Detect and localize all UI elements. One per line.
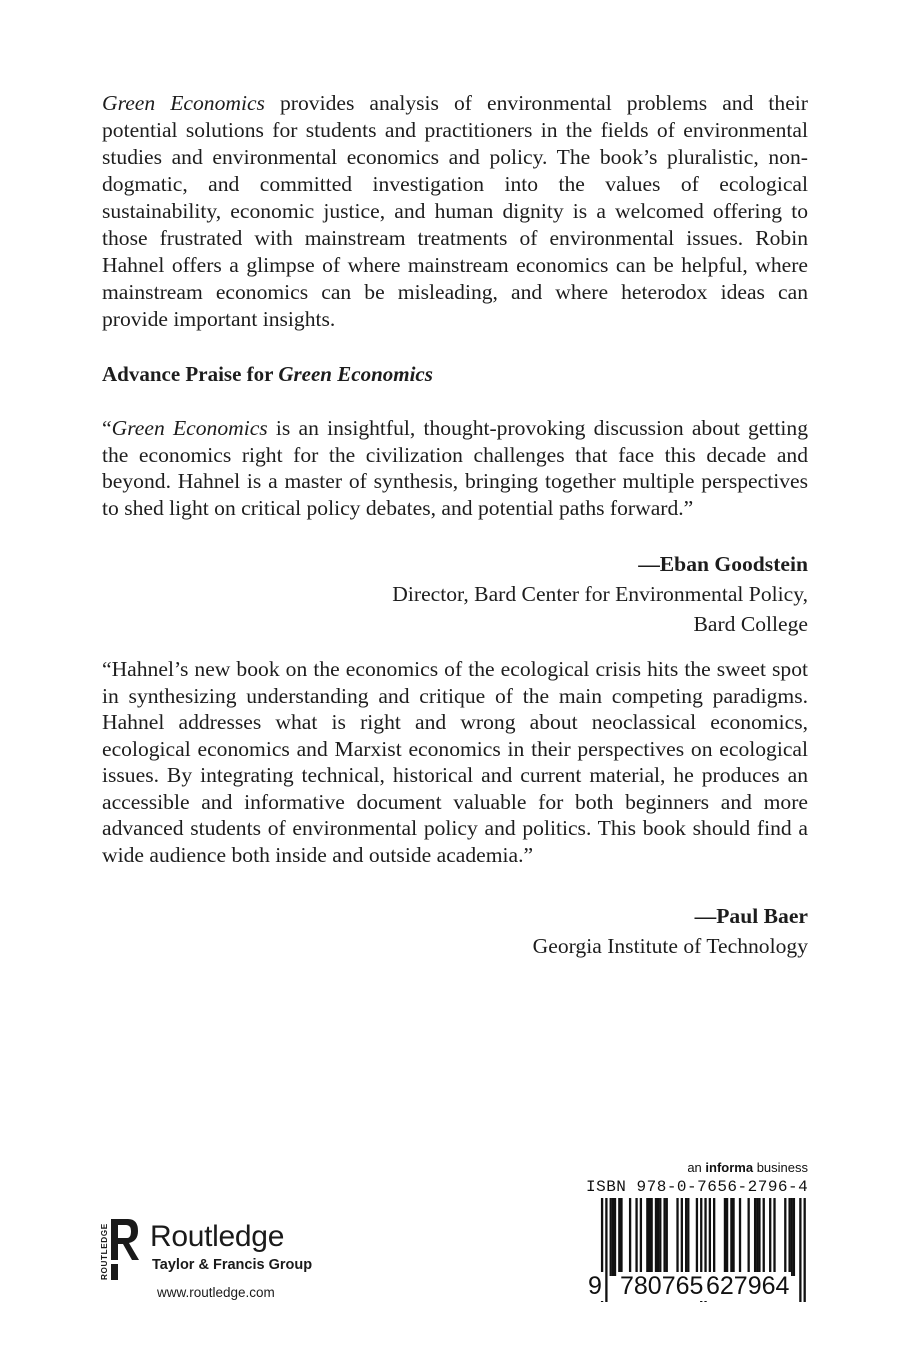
barcode-bar — [685, 1198, 687, 1276]
praise-heading-prefix: Advance Praise for — [102, 362, 279, 386]
attribution-goodstein — [392, 549, 808, 639]
barcode-bar — [769, 1198, 771, 1276]
barcode-bar — [696, 1198, 698, 1276]
praise-heading-title: Green Economics — [278, 362, 433, 386]
barcode-bar — [610, 1198, 612, 1276]
attribution-affiliation: Bard College — [693, 612, 808, 636]
vertical-mark-text: ROUTLEDGE — [100, 1223, 109, 1280]
book-title-italic: Green Economics — [102, 91, 265, 115]
quote-goodstein — [102, 415, 808, 521]
barcode-bar — [635, 1198, 637, 1276]
isbn-label: ISBN 978-0-7656-2796-4 — [586, 1178, 809, 1196]
publisher-logo — [98, 1214, 328, 1284]
barcode-bar — [748, 1198, 750, 1276]
attribution-author: —Eban Goodstein — [638, 552, 808, 576]
tagline-prefix: an — [687, 1160, 706, 1175]
barcode-digit-group: 780765 — [620, 1272, 704, 1300]
quote-open-mark: “ — [102, 416, 112, 440]
barcode-bar — [784, 1198, 786, 1276]
praise-heading — [102, 362, 433, 387]
barcode-bar — [681, 1198, 683, 1276]
barcode-bar — [754, 1198, 756, 1276]
attribution-baer — [533, 901, 808, 961]
barcode-bar — [709, 1198, 711, 1276]
barcode-digit-group: 627964 — [706, 1272, 790, 1300]
barcode-bar — [763, 1198, 765, 1276]
barcode-bar — [612, 1198, 614, 1276]
publisher-website: www.routledge.com — [157, 1285, 275, 1300]
barcode-bar — [655, 1198, 657, 1276]
attribution-affiliation: Georgia Institute of Technology — [532, 934, 808, 958]
barcode-bar — [730, 1198, 732, 1276]
barcode-bar — [651, 1198, 653, 1276]
barcode-bar — [640, 1198, 642, 1276]
barcode-bar — [657, 1198, 659, 1276]
barcode-bar — [756, 1198, 758, 1276]
barcode-bar — [620, 1198, 622, 1276]
barcode-bar — [648, 1198, 650, 1276]
barcode-bar — [726, 1198, 728, 1276]
attribution-affiliation: Director, Bard Center for Environmental Policy, — [392, 582, 808, 606]
barcode-bar — [791, 1198, 793, 1276]
publisher-group: Taylor & Francis Group — [152, 1257, 313, 1273]
barcode-bar — [687, 1198, 689, 1276]
barcode-bar — [788, 1198, 790, 1276]
book-description-text: provides analysis of environmental problems and their potential solutions for students and practitioners in the fields of environmental studies and environmental economics and policy. The book’s pluralistic, non-dogmatic, and committed investigation into the values of ecological sustainability, economic justice, and human dignity is a welcomed offering to those frustrated with mainstream treatments of environmental issues. Robin Hahnel offers a glimpse of where mainstream economics can be helpful, where mainstream economics can be misleading, and where heterodox ideas can provide important insights. — [102, 91, 808, 331]
barcode-bar — [659, 1198, 661, 1276]
barcode-bar — [732, 1198, 734, 1276]
tagline-suffix: business — [753, 1160, 808, 1175]
attribution-author: —Paul Baer — [694, 904, 808, 928]
barcode-digits — [586, 1272, 812, 1306]
barcode-bar — [739, 1198, 741, 1276]
barcode-bar — [724, 1198, 726, 1276]
informa-tagline — [687, 1160, 808, 1175]
barcode-bar — [793, 1198, 795, 1276]
publisher-name: Routledge — [150, 1220, 285, 1253]
book-description — [102, 90, 808, 333]
barcode-bar — [676, 1198, 678, 1276]
routledge-logo-icon — [98, 1216, 140, 1282]
barcode-bar — [713, 1198, 715, 1276]
tagline-bold: informa — [705, 1160, 754, 1175]
quote-title-italic: Green Economics — [111, 416, 268, 440]
quote-text: “Hahnel’s new book on the economics of the ecological crisis hits the sweet spot in synthesizing understanding and critique of the main competing paradigms. Hahnel addresses what is right and wrong about neoclassical economics, ecological economics and Marxist economics in their perspectives on ecological issues. By integrating technical, historical and current material, he produces an accessible and informative document valuable for both beginners and more advanced students of environmental policy and politics. This book should find a wide audience both inside and outside academia.” — [102, 657, 808, 867]
barcode-bar — [618, 1198, 620, 1276]
quote-baer — [102, 656, 808, 868]
quote-text: is an insightful, thought-provoking discussion about getting the economics right for the civilization challenges that face this decade and beyond. Hahnel is a master of synthesis, bringing together multiple perspectives to shed light on critical policy debates, and potential paths forward.” — [102, 416, 809, 520]
barcode-digit-first: 9 — [588, 1272, 602, 1300]
barcode-bar — [663, 1198, 665, 1276]
barcode-bar — [646, 1198, 648, 1276]
barcode-bar — [666, 1198, 668, 1276]
barcode-bar — [773, 1198, 775, 1276]
barcode-bar — [629, 1198, 631, 1276]
barcode-bar — [758, 1198, 760, 1276]
barcode-bar — [614, 1198, 616, 1276]
